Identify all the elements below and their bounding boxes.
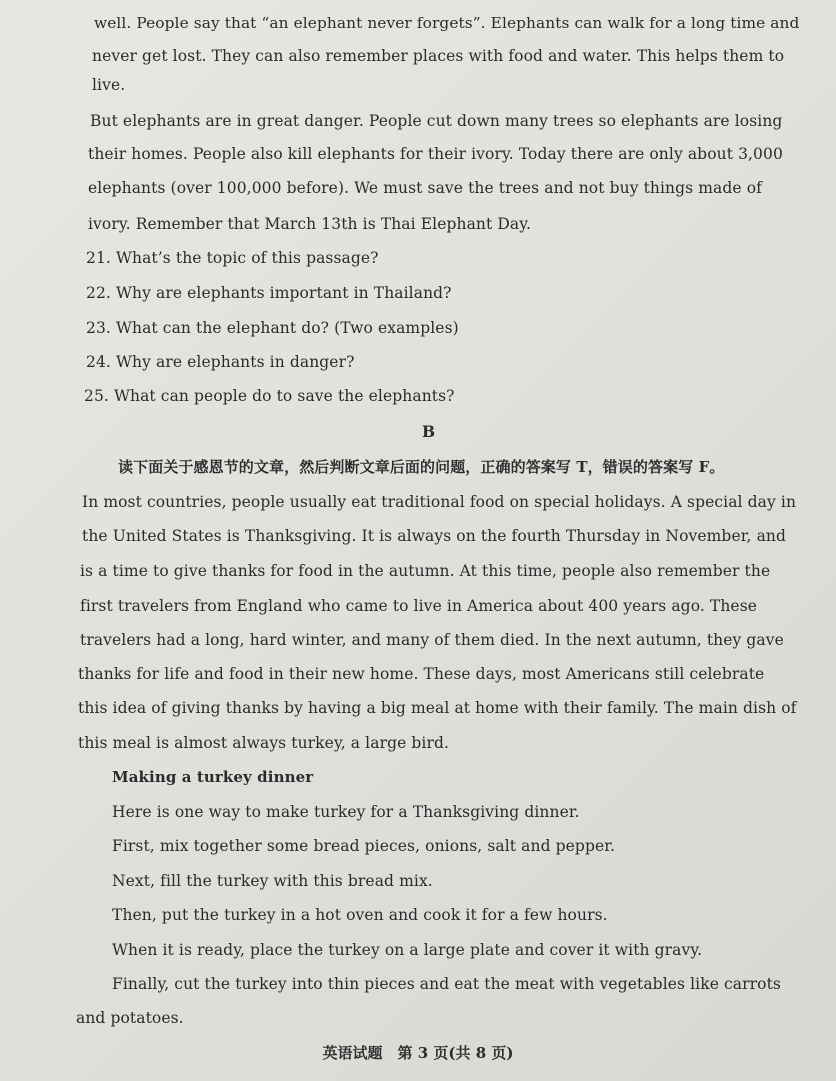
passage-a-p2-line-2: their homes. People also kill elephants for their ivory. Today there are only about 3,000: [88, 145, 783, 163]
section-b-label: B: [422, 422, 436, 441]
recipe-step-ready: When it is ready, place the turkey on a large plate and cover it with gravy.: [112, 941, 703, 959]
passage-a-line-3: live.: [92, 76, 126, 94]
section-b-para-line-7: this idea of giving thanks by having a big meal at home with their family. The main dish of: [78, 699, 797, 717]
recipe-step-first: First, mix together some bread pieces, onions, salt and pepper.: [112, 837, 616, 855]
page-footer: 英语试题 第 3 页(共 8 页): [322, 1044, 514, 1062]
passage-a-p2-line-1: But elephants are in great danger. People cut down many trees so elephants are losing: [90, 112, 783, 130]
section-b-para-line-8: this meal is almost always turkey, a large bird.: [78, 734, 450, 752]
section-b-para-line-2: the United States is Thanksgiving. It is always on the fourth Thursday in November, and: [82, 527, 787, 545]
question-21: 21. What’s the topic of this passage?: [86, 249, 379, 267]
question-25: 25. What can people do to save the elephants?: [84, 387, 455, 405]
recipe-step-finally-line-2: and potatoes.: [76, 1009, 184, 1027]
recipe-step-finally-line-1: Finally, cut the turkey into thin pieces and eat the meat with vegetables like carrots: [112, 975, 781, 993]
recipe-subheading: Making a turkey dinner: [112, 768, 314, 786]
question-23: 23. What can the elephant do? (Two examples): [86, 319, 459, 337]
section-b-para-line-1: In most countries, people usually eat traditional food on special holidays. A special day in: [82, 493, 797, 511]
section-b-para-line-6: thanks for life and food in their new home. These days, most Americans still celebrate: [78, 665, 765, 683]
question-24: 24. Why are elephants in danger?: [86, 353, 355, 371]
passage-a-p2-line-3: elephants (over 100,000 before). We must save the trees and not buy things made of: [88, 179, 762, 197]
recipe-step-intro: Here is one way to make turkey for a Thanksgiving dinner.: [112, 803, 580, 821]
recipe-step-then: Then, put the turkey in a hot oven and cook it for a few hours.: [112, 906, 608, 924]
question-22: 22. Why are elephants important in Thailand?: [86, 284, 452, 302]
passage-a-p2-line-4: ivory. Remember that March 13th is Thai Elephant Day.: [88, 215, 532, 233]
recipe-step-next: Next, fill the turkey with this bread mix.: [112, 872, 433, 890]
passage-a-line-2: never get lost. They can also remember places with food and water. This helps them to: [92, 47, 785, 65]
section-b-para-line-5: travelers had a long, hard winter, and many of them died. In the next autumn, they gave: [80, 631, 784, 649]
section-b-para-line-3: is a time to give thanks for food in the autumn. At this time, people also remember the: [80, 562, 771, 580]
passage-a-line-1: well. People say that “an elephant never forgets”. Elephants can walk for a long time and: [94, 14, 800, 32]
section-b-instruction: 读下面关于感恩节的文章，然后判断文章后面的问题，正确的答案写 T，错误的答案写 F。: [118, 458, 725, 476]
section-b-para-line-4: first travelers from England who came to live in America about 400 years ago. These: [80, 597, 758, 615]
